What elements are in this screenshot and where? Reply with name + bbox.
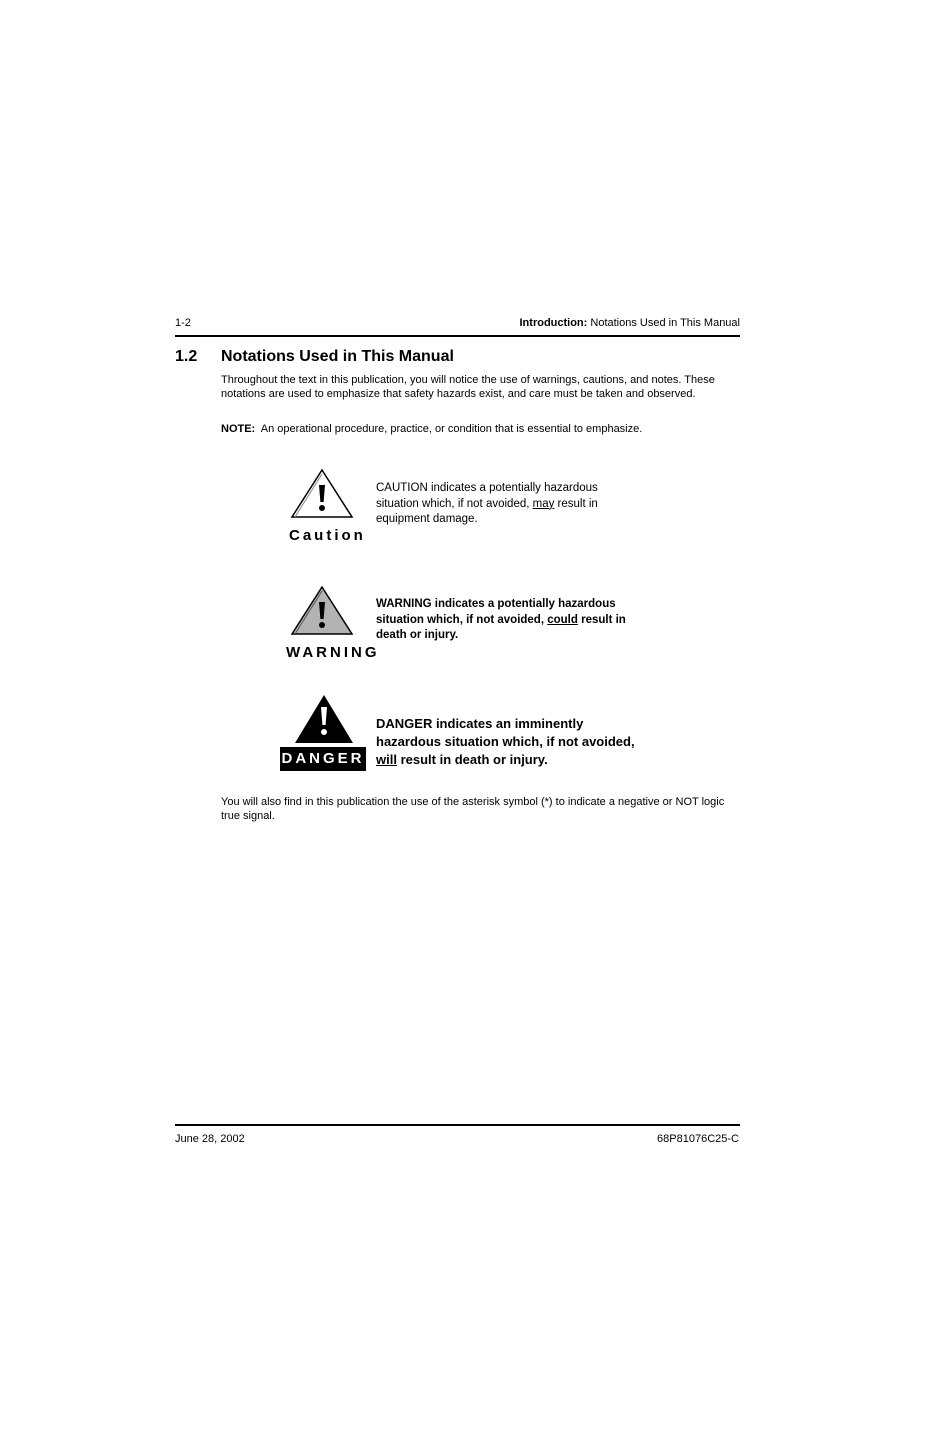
- danger-triangle-icon: [294, 694, 354, 744]
- danger-label: DANGER: [280, 747, 366, 771]
- intro-paragraph: Throughout the text in this publication, you will notice the use of warnings, cautions, and notes. These notations are used to emphasize that safety hazards exist, and care must be taken and observed.: [221, 374, 715, 400]
- warning-text-start: WARNING indicates a potentially hazardous situation which, if not avoided,: [376, 598, 616, 626]
- running-header-chapter: Introduction:: [519, 317, 588, 329]
- caution-triangle-icon: [290, 468, 354, 520]
- section-number: 1.2: [175, 348, 198, 365]
- warning-label: WARNING: [286, 644, 380, 661]
- danger-text: [376, 715, 646, 769]
- footer-date: June 28, 2002: [175, 1133, 245, 1145]
- note-text: An operational procedure, practice, or condition that is essential to emphasize.: [260, 423, 643, 435]
- warning-text-end: result in death or injury.: [376, 613, 626, 641]
- caution-text: [376, 481, 638, 528]
- warning-triangle-icon: [290, 585, 354, 637]
- danger-emphasis: will: [376, 752, 397, 767]
- closing-paragraph: You will also find in this publication the use of the asterisk symbol (*) to indicate a negative or NOT logic true signal.: [221, 796, 725, 822]
- footer-rule: [175, 1124, 740, 1126]
- footer-doc-number: 68P81076C25-C: [657, 1133, 739, 1145]
- running-header: [520, 317, 741, 329]
- danger-text-end: result in death or injury.: [396, 752, 548, 767]
- warning-text: [376, 597, 638, 644]
- caution-text-start: CAUTION indicates a potentially hazardous situation which, if not avoided,: [376, 482, 598, 510]
- note: [221, 422, 741, 436]
- header-rule: [175, 335, 740, 337]
- page-number: 1-2: [175, 317, 191, 329]
- running-header-section: Notations Used in This Manual: [590, 317, 740, 329]
- caution-label: Caution: [289, 527, 366, 544]
- section-title: Notations Used in This Manual: [221, 348, 454, 365]
- caution-emphasis: may: [532, 497, 555, 510]
- caution-text-end: result in equipment damage.: [376, 497, 598, 525]
- note-label: NOTE:: [221, 423, 256, 435]
- warning-emphasis: could: [547, 613, 578, 626]
- danger-text-start: DANGER indicates an imminently hazardous situation which, if not avoided,: [376, 716, 635, 749]
